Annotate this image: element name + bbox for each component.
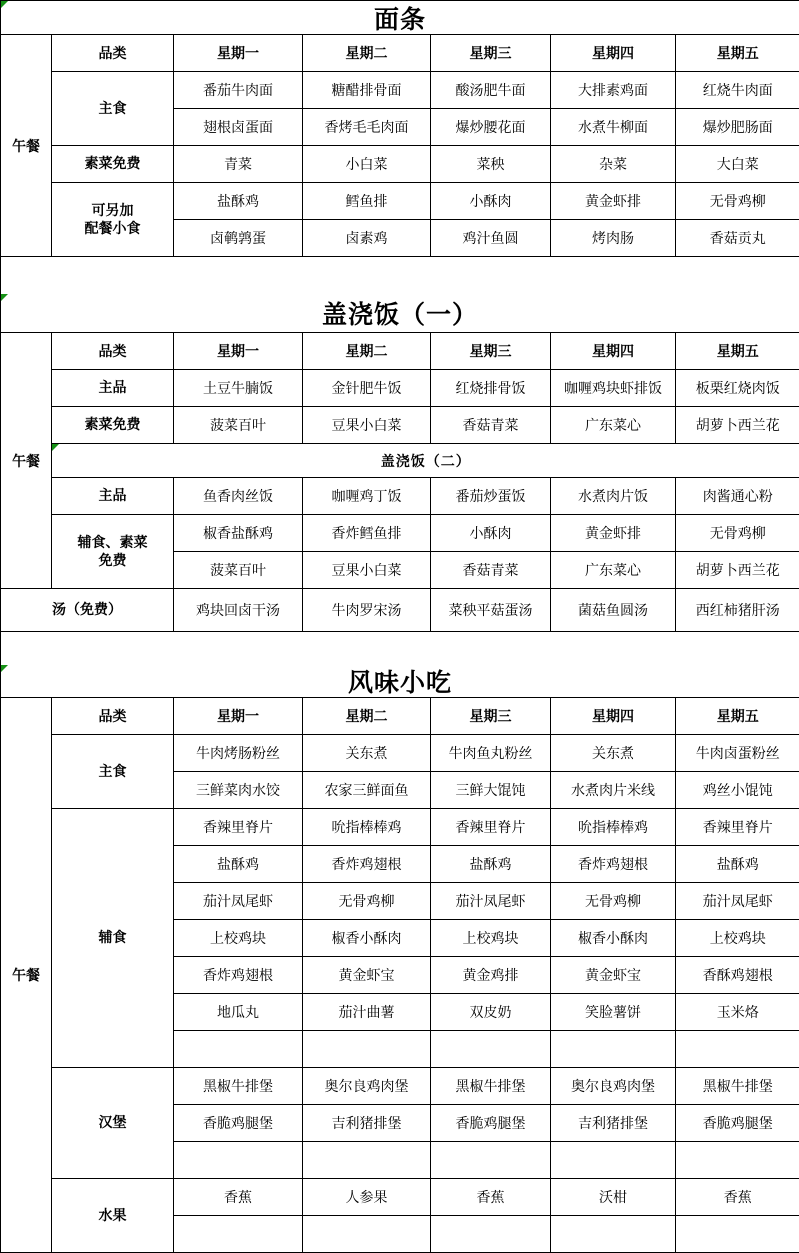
- column-header-monday: 星期一: [174, 35, 303, 72]
- menu-item-cell: 香酥鸡翅根: [676, 957, 799, 994]
- table-row: [1, 1068, 799, 1105]
- menu-item-cell: 香蕉: [676, 1179, 799, 1216]
- category-header: 品类: [52, 333, 174, 370]
- menu-item-cell: 茄汁曲薯: [303, 994, 431, 1031]
- menu-item-cell: [303, 1216, 431, 1253]
- menu-item-cell: 牛肉卤蛋粉丝: [676, 735, 799, 772]
- menu-item-cell: 番茄炒蛋饭: [431, 478, 551, 515]
- column-header-friday: 星期五: [676, 698, 799, 735]
- menu-item-cell: 香脆鸡腿堡: [174, 1105, 303, 1142]
- menu-item-cell: 吉利猪排堡: [303, 1105, 431, 1142]
- menu-item-cell: 无骨鸡柳: [551, 883, 676, 920]
- menu-item-cell: 黄金虾宝: [551, 957, 676, 994]
- menu-item-cell: 黑椒牛排堡: [676, 1068, 799, 1105]
- menu-item-cell: 农家三鲜面鱼: [303, 772, 431, 809]
- menu-item-cell: 土豆牛腩饭: [174, 370, 303, 407]
- menu-item-cell: 关东煮: [303, 735, 431, 772]
- category-label: 主食: [54, 100, 171, 118]
- menu-item-cell: 鸡块回卤干汤: [174, 589, 303, 632]
- menu-item-cell: 黄金鸡排: [431, 957, 551, 994]
- menu-item-cell: 豆果小白菜: [303, 552, 431, 589]
- subsection-title-cell: [52, 444, 799, 478]
- menu-item-cell: 红烧牛肉面: [676, 72, 799, 109]
- section-title-noodles: [0, 0, 799, 34]
- column-header-wednesday: 星期三: [431, 333, 551, 370]
- menu-table-rice-bowls: [0, 332, 799, 632]
- menu-item-cell: 胡萝卜西兰花: [676, 552, 799, 589]
- menu-item-cell: 鱼香肉丝饭: [174, 478, 303, 515]
- menu-item-cell: 香辣里脊片: [676, 809, 799, 846]
- menu-item-cell: 香菇青菜: [431, 407, 551, 444]
- menu-item-cell: 上校鸡块: [431, 920, 551, 957]
- section-gap: [0, 257, 799, 294]
- category-label: 辅食、素菜: [54, 534, 171, 552]
- category-label: 素菜免费: [54, 416, 171, 434]
- table-row: [1, 35, 799, 72]
- menu-item-cell: [551, 1031, 676, 1068]
- category-label: 汉堡: [54, 1114, 171, 1132]
- menu-item-cell: [431, 1031, 551, 1068]
- menu-item-cell: 红烧排骨饭: [431, 370, 551, 407]
- menu-item-cell: 香辣里脊片: [174, 809, 303, 846]
- menu-item-cell: 烤肉肠: [551, 220, 676, 257]
- menu-item-cell: 酸汤肥牛面: [431, 72, 551, 109]
- section-title-snacks: [0, 665, 799, 697]
- table-row: [1, 370, 799, 407]
- category-label: 主品: [54, 379, 171, 397]
- cell-error-flag-icon: [1, 1, 8, 8]
- menu-item-cell: [174, 1216, 303, 1253]
- menu-item-cell: 肉酱通心粉: [676, 478, 799, 515]
- category-cell: [52, 809, 174, 1068]
- menu-item-cell: 大白菜: [676, 146, 799, 183]
- menu-item-cell: [431, 1216, 551, 1253]
- table-row: [1, 146, 799, 183]
- menu-item-cell: 地瓜丸: [174, 994, 303, 1031]
- menu-item-cell: 三鲜菜肉水饺: [174, 772, 303, 809]
- table-row: [1, 478, 799, 515]
- menu-item-cell: 香炸鸡翅根: [551, 846, 676, 883]
- menu-item-cell: 香菇贡丸: [676, 220, 799, 257]
- menu-item-cell: 西红柿猪肝汤: [676, 589, 799, 632]
- menu-item-cell: 黑椒牛排堡: [174, 1068, 303, 1105]
- menu-item-cell: 香炸鳕鱼排: [303, 515, 431, 552]
- category-cell: [52, 146, 174, 183]
- menu-item-cell: 牛肉罗宋汤: [303, 589, 431, 632]
- menu-item-cell: 椒香盐酥鸡: [174, 515, 303, 552]
- menu-item-cell: 香炸鸡翅根: [174, 957, 303, 994]
- meal-cell: 午餐: [1, 333, 52, 589]
- menu-item-cell: [676, 1031, 799, 1068]
- category-label: 配餐小食: [54, 220, 171, 238]
- subsection-title-text: 盖浇饭（二）: [381, 453, 471, 469]
- menu-item-cell: 人参果: [303, 1179, 431, 1216]
- column-header-tuesday: 星期二: [303, 35, 431, 72]
- table-row: [1, 333, 799, 370]
- menu-item-cell: 盐酥鸡: [174, 183, 303, 220]
- menu-item-cell: 水煮肉片米线: [551, 772, 676, 809]
- menu-item-cell: 香辣里脊片: [431, 809, 551, 846]
- menu-item-cell: [303, 1031, 431, 1068]
- menu-table-noodles: [0, 34, 799, 257]
- menu-item-cell: 卤鹌鹑蛋: [174, 220, 303, 257]
- category-label: 汤（免费）: [3, 601, 171, 619]
- section-gap: [0, 632, 799, 665]
- menu-item-cell: 黄金虾排: [551, 183, 676, 220]
- menu-item-cell: 香脆鸡腿堡: [431, 1105, 551, 1142]
- menu-item-cell: 卤素鸡: [303, 220, 431, 257]
- menu-table-snacks: [0, 697, 799, 1253]
- menu-item-cell: 椒香小酥肉: [551, 920, 676, 957]
- menu-item-cell: 吮指棒棒鸡: [303, 809, 431, 846]
- menu-item-cell: 黄金虾排: [551, 515, 676, 552]
- menu-item-cell: 小白菜: [303, 146, 431, 183]
- menu-item-cell: 椒香小酥肉: [303, 920, 431, 957]
- column-header-wednesday: 星期三: [431, 35, 551, 72]
- menu-item-cell: 奥尔良鸡肉堡: [551, 1068, 676, 1105]
- menu-item-cell: 盐酥鸡: [676, 846, 799, 883]
- category-cell: [1, 589, 174, 632]
- menu-item-cell: 板栗红烧肉饭: [676, 370, 799, 407]
- column-header-thursday: 星期四: [551, 35, 676, 72]
- menu-item-cell: 玉米烙: [676, 994, 799, 1031]
- menu-item-cell: 无骨鸡柳: [676, 183, 799, 220]
- menu-item-cell: 爆炒肥肠面: [676, 109, 799, 146]
- table-row: [1, 698, 799, 735]
- table-row: [1, 515, 799, 552]
- menu-item-cell: 咖喱鸡块虾排饭: [551, 370, 676, 407]
- menu-item-cell: 广东菜心: [551, 552, 676, 589]
- column-header-tuesday: 星期二: [303, 333, 431, 370]
- category-cell: [52, 478, 174, 515]
- category-cell: [52, 183, 174, 257]
- table-row: [1, 444, 799, 478]
- menu-item-cell: 青菜: [174, 146, 303, 183]
- menu-item-cell: 杂菜: [551, 146, 676, 183]
- meal-cell: 午餐: [1, 35, 52, 257]
- menu-item-cell: 茄汁凤尾虾: [431, 883, 551, 920]
- category-label: 主品: [54, 487, 171, 505]
- menu-item-cell: 双皮奶: [431, 994, 551, 1031]
- menu-item-cell: 小酥肉: [431, 183, 551, 220]
- menu-item-cell: 香蕉: [174, 1179, 303, 1216]
- menu-item-cell: 菜秧: [431, 146, 551, 183]
- section-title-text: 面条: [374, 0, 426, 36]
- menu-item-cell: 菌菇鱼圆汤: [551, 589, 676, 632]
- menu-item-cell: [551, 1216, 676, 1253]
- category-label: 免费: [54, 552, 171, 570]
- menu-item-cell: [174, 1142, 303, 1179]
- menu-item-cell: [174, 1031, 303, 1068]
- section-title-text: 风味小吃: [348, 663, 452, 699]
- menu-item-cell: 无骨鸡柳: [303, 883, 431, 920]
- category-cell: [52, 1179, 174, 1253]
- menu-item-cell: 糖醋排骨面: [303, 72, 431, 109]
- menu-item-cell: 盐酥鸡: [174, 846, 303, 883]
- category-header: 品类: [52, 698, 174, 735]
- column-header-monday: 星期一: [174, 333, 303, 370]
- table-row: [1, 183, 799, 220]
- category-cell: [52, 735, 174, 809]
- menu-item-cell: [676, 1216, 799, 1253]
- category-label: 可另加: [54, 202, 171, 220]
- menu-item-cell: 吉利猪排堡: [551, 1105, 676, 1142]
- menu-item-cell: 奥尔良鸡肉堡: [303, 1068, 431, 1105]
- menu-item-cell: 香脆鸡腿堡: [676, 1105, 799, 1142]
- cell-error-flag-icon: [1, 665, 8, 672]
- menu-item-cell: 无骨鸡柳: [676, 515, 799, 552]
- menu-item-cell: 上校鸡块: [174, 920, 303, 957]
- menu-item-cell: 盐酥鸡: [431, 846, 551, 883]
- menu-item-cell: 金针肥牛饭: [303, 370, 431, 407]
- menu-item-cell: 水煮肉片饭: [551, 478, 676, 515]
- category-cell: [52, 407, 174, 444]
- category-label: 水果: [54, 1207, 171, 1225]
- menu-item-cell: 黑椒牛排堡: [431, 1068, 551, 1105]
- menu-item-cell: 水煮牛柳面: [551, 109, 676, 146]
- section-title-text: 盖浇饭（一）: [322, 295, 478, 331]
- category-header: 品类: [52, 35, 174, 72]
- menu-item-cell: 菠菜百叶: [174, 552, 303, 589]
- menu-item-cell: 三鲜大馄饨: [431, 772, 551, 809]
- menu-item-cell: 香菇青菜: [431, 552, 551, 589]
- column-header-friday: 星期五: [676, 333, 799, 370]
- column-header-thursday: 星期四: [551, 698, 676, 735]
- menu-item-cell: 胡萝卜西兰花: [676, 407, 799, 444]
- cell-error-flag-icon: [1, 294, 8, 301]
- menu-item-cell: [676, 1142, 799, 1179]
- menu-item-cell: 小酥肉: [431, 515, 551, 552]
- menu-item-cell: 广东菜心: [551, 407, 676, 444]
- menu-item-cell: 豆果小白菜: [303, 407, 431, 444]
- menu-item-cell: 牛肉鱼丸粉丝: [431, 735, 551, 772]
- menu-item-cell: 番茄牛肉面: [174, 72, 303, 109]
- table-row: [1, 809, 799, 846]
- table-row: [1, 735, 799, 772]
- category-label: 辅食: [54, 929, 171, 947]
- section-title-rice-bowls: [0, 294, 799, 332]
- menu-item-cell: [431, 1142, 551, 1179]
- menu-item-cell: 香烤毛毛肉面: [303, 109, 431, 146]
- category-cell: [52, 370, 174, 407]
- menu-item-cell: [551, 1142, 676, 1179]
- category-label: 素菜免费: [54, 155, 171, 173]
- cell-error-flag-icon: [52, 444, 59, 451]
- menu-item-cell: 香蕉: [431, 1179, 551, 1216]
- column-header-monday: 星期一: [174, 698, 303, 735]
- menu-item-cell: 笑脸薯饼: [551, 994, 676, 1031]
- table-row: [1, 1179, 799, 1216]
- table-row: [1, 407, 799, 444]
- menu-item-cell: 上校鸡块: [676, 920, 799, 957]
- menu-item-cell: 茄汁凤尾虾: [676, 883, 799, 920]
- menu-item-cell: 爆炒腰花面: [431, 109, 551, 146]
- category-cell: [52, 72, 174, 146]
- menu-item-cell: 黄金虾宝: [303, 957, 431, 994]
- meal-cell: 午餐: [1, 698, 52, 1253]
- category-cell: [52, 515, 174, 589]
- column-header-friday: 星期五: [676, 35, 799, 72]
- menu-item-cell: 茄汁凤尾虾: [174, 883, 303, 920]
- menu-item-cell: 咖喱鸡丁饭: [303, 478, 431, 515]
- menu-item-cell: 沃柑: [551, 1179, 676, 1216]
- menu-item-cell: 牛肉烤肠粉丝: [174, 735, 303, 772]
- category-label: 主食: [54, 763, 171, 781]
- column-header-wednesday: 星期三: [431, 698, 551, 735]
- menu-item-cell: 鸡汁鱼圆: [431, 220, 551, 257]
- table-row: [1, 589, 799, 632]
- column-header-tuesday: 星期二: [303, 698, 431, 735]
- menu-item-cell: 菜秧平菇蛋汤: [431, 589, 551, 632]
- menu-item-cell: [303, 1142, 431, 1179]
- menu-item-cell: 香炸鸡翅根: [303, 846, 431, 883]
- menu-item-cell: 鳕鱼排: [303, 183, 431, 220]
- menu-item-cell: 吮指棒棒鸡: [551, 809, 676, 846]
- table-row: [1, 72, 799, 109]
- category-cell: [52, 1068, 174, 1179]
- column-header-thursday: 星期四: [551, 333, 676, 370]
- menu-item-cell: 菠菜百叶: [174, 407, 303, 444]
- menu-item-cell: 关东煮: [551, 735, 676, 772]
- menu-item-cell: 鸡丝小馄饨: [676, 772, 799, 809]
- menu-item-cell: 大排素鸡面: [551, 72, 676, 109]
- menu-item-cell: 翅根卤蛋面: [174, 109, 303, 146]
